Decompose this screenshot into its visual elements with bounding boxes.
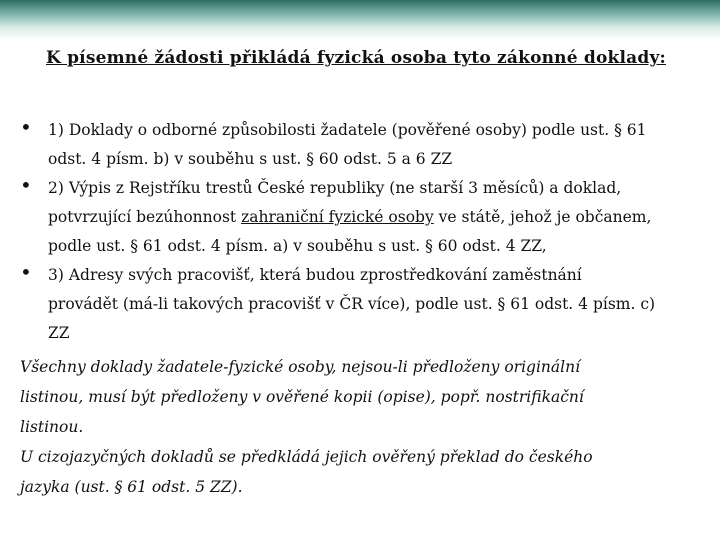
note-line: listinou, musí být předloženy v ověřené kopii (opise), popř. nostrifikační — [20, 388, 584, 406]
list-item-line: 2) Výpis z Rejstříku trestů České republiky (ne starší 3 měsíců) a doklad, — [48, 179, 622, 197]
list-item-line: provádět (má-li takových pracovišť v ČR více), podle ust. § 61 odst. 4 písm. c) — [48, 295, 656, 313]
list-item-line: podle ust. § 61 odst. 4 písm. a) v souběhu s ust. § 60 odst. 4 ZZ, — [48, 237, 547, 255]
list-item-line: ZZ — [48, 324, 70, 342]
bullet-icon: • — [20, 173, 32, 197]
note-line: jazyka (ust. § 61 odst. 5 ZZ). — [20, 478, 243, 496]
note-line: listinou. — [20, 418, 84, 436]
note-line: Všechny doklady žadatele-fyzické osoby, nejsou-li předloženy originální — [20, 358, 581, 376]
list-item-1 — [20, 116, 700, 174]
header-gradient-band — [0, 0, 720, 40]
list-item-line: odst. 4 písm. b) v souběhu s ust. § 60 odst. 5 a 6 ZZ — [48, 150, 453, 168]
bullet-icon: • — [20, 115, 32, 139]
list-item-line — [48, 203, 700, 232]
note-line: U cizojazyčných dokladů se předkládá jejich ověřený překlad do českého — [20, 448, 593, 466]
notes-block — [20, 352, 710, 502]
list-item-2 — [20, 174, 700, 261]
page-title: K písemné žádosti přikládá fyzická osoba tyto zákonné doklady: — [45, 48, 666, 68]
underlined-phrase: zahraniční fyzické osoby — [241, 208, 434, 226]
bullet-icon: • — [20, 260, 32, 284]
line-text: potvrzující bezúhonnost — [48, 208, 242, 226]
list-item-line: 1) Doklady o odborné způsobilosti žadatele (pověřené osoby) podle ust. § 61 — [48, 121, 647, 139]
requirements-list — [20, 116, 700, 348]
list-item-3 — [20, 261, 700, 348]
line-text: ve státě, jehož je občanem, — [433, 208, 652, 226]
list-item-line: 3) Adresy svých pracovišť, která budou zprostředkování zaměstnání — [48, 266, 582, 284]
